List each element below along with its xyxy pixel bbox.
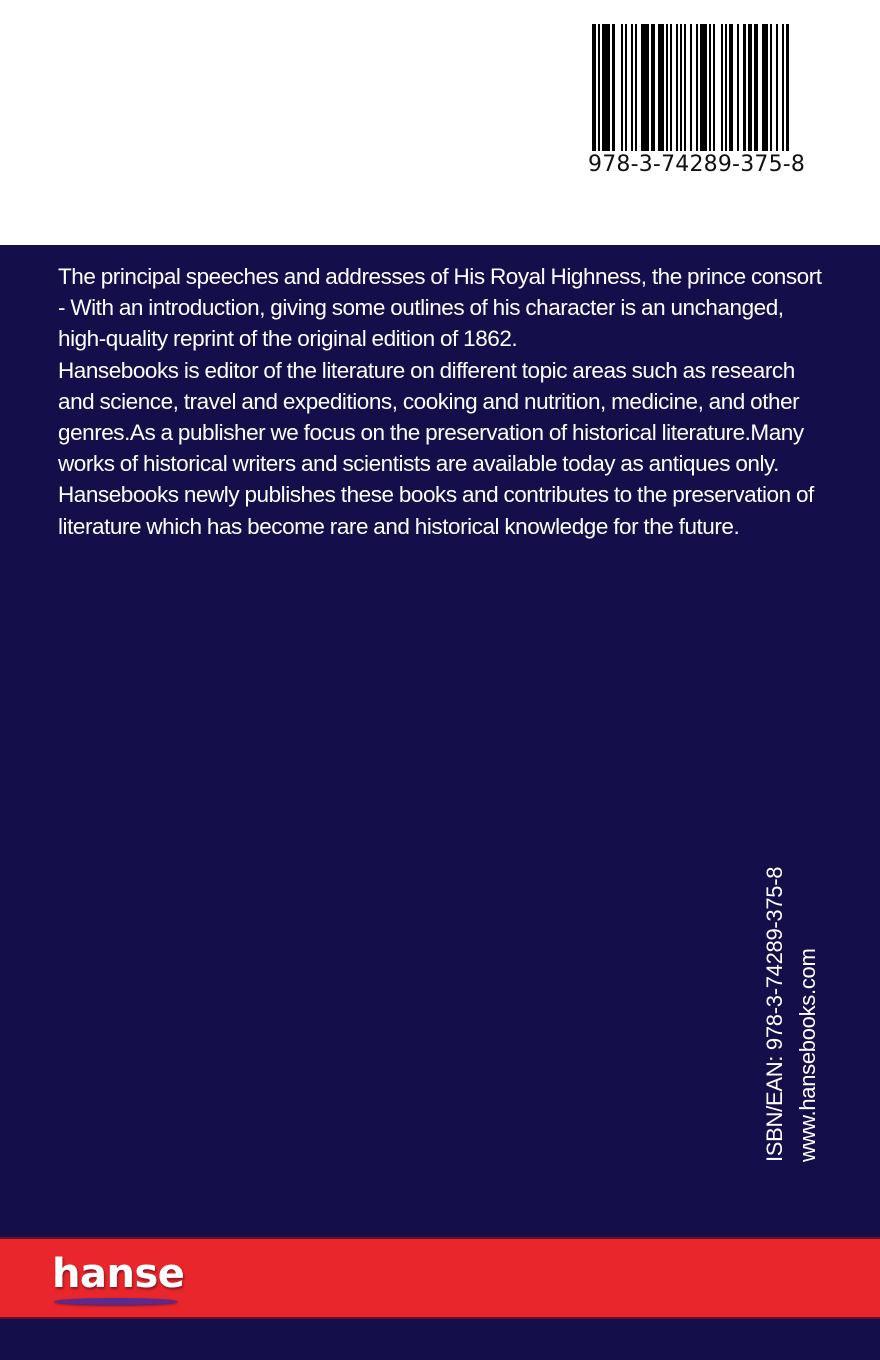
hanse-logo — [52, 1251, 185, 1312]
barcode-bar — [602, 24, 610, 151]
isbn-text: ISBN/EAN: 978-3-74289-375-8 — [762, 866, 787, 1162]
description-paragraph-title: The principal speeches and addresses of His Royal Highness, the prince consort - With an introduction, giving some outlines of his character is an unchanged, high-quality reprint of the original edition of 1862. — [58, 264, 822, 352]
description-paragraph-publisher: Hansebooks is editor of the literature on different topic areas such as research and science, travel and expeditions, cooking and nutrition, medicine, and other genres.As a publisher we focus on the preservation of historical literature.Many works of historical writers and scientists are available today as antiques only. Hansebooks newly publishes these books and contributes to the preservation of literature which has become rare and historical knowledge for the future. — [58, 357, 814, 539]
barcode-area — [0, 0, 880, 245]
website-text: www.hansebooks.com — [795, 948, 820, 1162]
book-description — [58, 261, 828, 542]
logo-text: hanse — [52, 1251, 185, 1297]
bottom-band — [0, 1319, 880, 1360]
logo-swoosh-icon — [54, 1298, 178, 1305]
spine-info — [758, 867, 824, 1162]
barcode-bar — [786, 24, 788, 151]
barcode-bars — [592, 24, 804, 151]
barcode-bar — [641, 24, 649, 151]
barcode — [588, 24, 804, 178]
barcode-digits: 978-3-74289-375-8 — [588, 152, 806, 177]
